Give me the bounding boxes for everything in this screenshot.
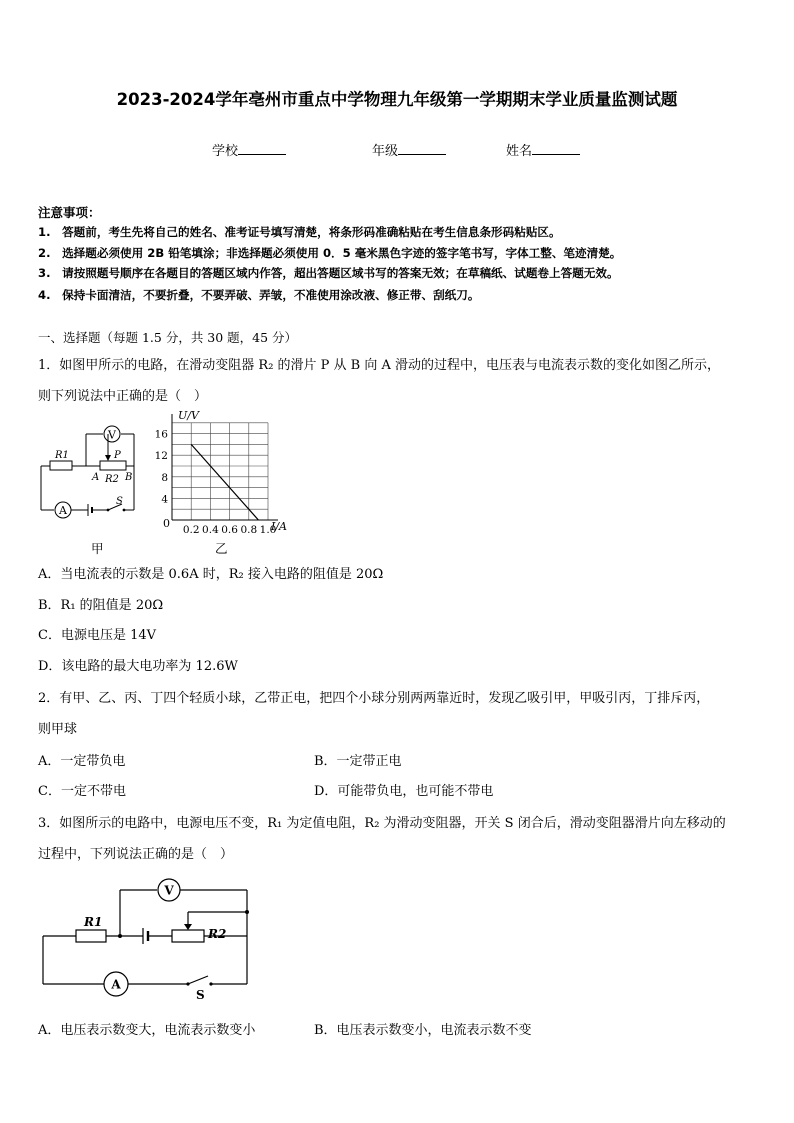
q3-circuit-diagram — [38, 872, 254, 1004]
y-tick-label: 16 — [154, 428, 168, 441]
q3-stem-line2: 过程中，下列说法正确的是（ ） — [38, 847, 234, 862]
note-item: 1. 答题前，考生先将自己的姓名、准考证号填写清楚，将条形码准确粘贴在考生信息条形码粘贴区。 — [38, 225, 561, 239]
q2-stem-line1: 2．有甲、乙、丙、丁四个轻质小球，乙带正电，把四个小球分别两两靠近时，发现乙吸引甲，甲吸引丙，丁排斥丙， — [38, 691, 710, 706]
ammeter-label: A — [59, 504, 67, 517]
figure-label-right: 乙 — [215, 541, 228, 556]
q3-r2-label: R2 — [208, 927, 227, 941]
q1-option-d[interactable]: D．该电路的最大电功率为 12.6W — [38, 659, 238, 674]
q2-option-b[interactable]: B．一定带正电 — [314, 754, 402, 769]
q3-option-a[interactable]: A．电压表示数变大，电流表示数变小 — [38, 1023, 256, 1038]
x-tick-label: 0.2 — [182, 524, 200, 536]
q3-r1-label: R1 — [84, 915, 103, 929]
q1-option-c[interactable]: C．电源电压是 14V — [38, 628, 157, 643]
q1-option-b[interactable]: B．R₁ 的阻值是 20Ω — [38, 598, 164, 613]
section-heading: 一、选择题（每题 1.5 分，共 30 题，45 分） — [38, 330, 298, 345]
page-title: 2023-2024学年亳州市重点中学物理九年级第一学期期末学业质量监测试题 — [116, 90, 678, 109]
terminal-b-label: B — [125, 472, 133, 483]
q3-ammeter-label: A — [111, 977, 121, 992]
q3-option-b[interactable]: B．电压表示数变小，电流表示数不变 — [314, 1023, 532, 1038]
note-item: 3. 请按照题号顺序在各题目的答题区域内作答，超出答题区域书写的答案无效；在草稿纸、试题卷上答题无效。 — [38, 266, 619, 280]
x-tick-label: 0.4 — [202, 524, 219, 536]
figure-label-left: 甲 — [91, 541, 104, 556]
r1-label: R1 — [55, 450, 69, 461]
name-blank[interactable] — [532, 142, 580, 155]
q1-ui-graph — [150, 408, 300, 538]
q1-stem-line2: 则下列说法中正确的是（ ） — [38, 389, 208, 404]
y-tick-label: 8 — [161, 471, 168, 484]
q2-option-c[interactable]: C．一定不带电 — [38, 784, 126, 799]
name-field[interactable] — [506, 140, 580, 159]
notes-heading: 注意事项： — [38, 205, 101, 220]
x-axis-label: I/A — [271, 520, 287, 533]
x-tick-label: 0.6 — [221, 524, 238, 536]
q1-circuit-diagram — [36, 420, 146, 528]
q3-voltmeter-label: V — [164, 883, 174, 898]
q1-stem-line1: 1．如图甲所示的电路，在滑动变阻器 R₂ 的滑片 P 从 B 向 A 滑动的过程中，电压表与电流表示数的变化如图乙所示， — [38, 358, 721, 373]
q2-stem-line2: 则甲球 — [38, 722, 78, 737]
note-item: 2. 选择题必须使用 2B 铅笔填涂；非选择题必须使用 0．5 毫米黑色字迹的签字笔书写，字体工整、笔迹清楚。 — [38, 246, 622, 260]
q2-option-d[interactable]: D．可能带负电，也可能不带电 — [314, 784, 494, 799]
slider-p-label: P — [114, 450, 121, 461]
q2-option-a[interactable]: A．一定带负电 — [38, 754, 126, 769]
voltmeter-label: V — [108, 428, 116, 442]
y-tick-label: 4 — [161, 493, 168, 506]
y-axis-label: U/V — [178, 409, 199, 422]
grade-field[interactable] — [372, 140, 446, 159]
y-tick-label: 12 — [154, 450, 168, 463]
name-label: 姓名 — [506, 144, 533, 159]
x-tick-label: 1.0 — [259, 524, 277, 536]
grade-label: 年级 — [372, 144, 399, 159]
r2-label: R2 — [105, 474, 119, 485]
note-item: 4. 保持卡面清洁，不要折叠，不要弄破、弄皱，不准使用涂改液、修正带、刮纸刀。 — [38, 288, 480, 302]
x-tick-label: 0.8 — [240, 524, 258, 536]
series-line — [191, 444, 258, 520]
q3-switch-label: S — [196, 988, 205, 1002]
school-blank[interactable] — [238, 142, 286, 155]
school-field[interactable] — [212, 140, 286, 159]
q1-option-a[interactable]: A．当电流表的示数是 0.6A 时，R₂ 接入电路的阻值是 20Ω — [38, 567, 384, 582]
origin-label: 0 — [163, 517, 170, 530]
terminal-a-label: A — [92, 472, 100, 483]
grade-blank[interactable] — [398, 142, 446, 155]
q3-stem-line1: 3．如图所示的电路中，电源电压不变，R₁ 为定值电阻，R₂ 为滑动变阻器，开关 S 闭合后，滑动变阻器滑片向左移动的 — [38, 816, 726, 831]
switch-label: S — [116, 496, 123, 507]
school-label: 学校 — [212, 144, 239, 159]
